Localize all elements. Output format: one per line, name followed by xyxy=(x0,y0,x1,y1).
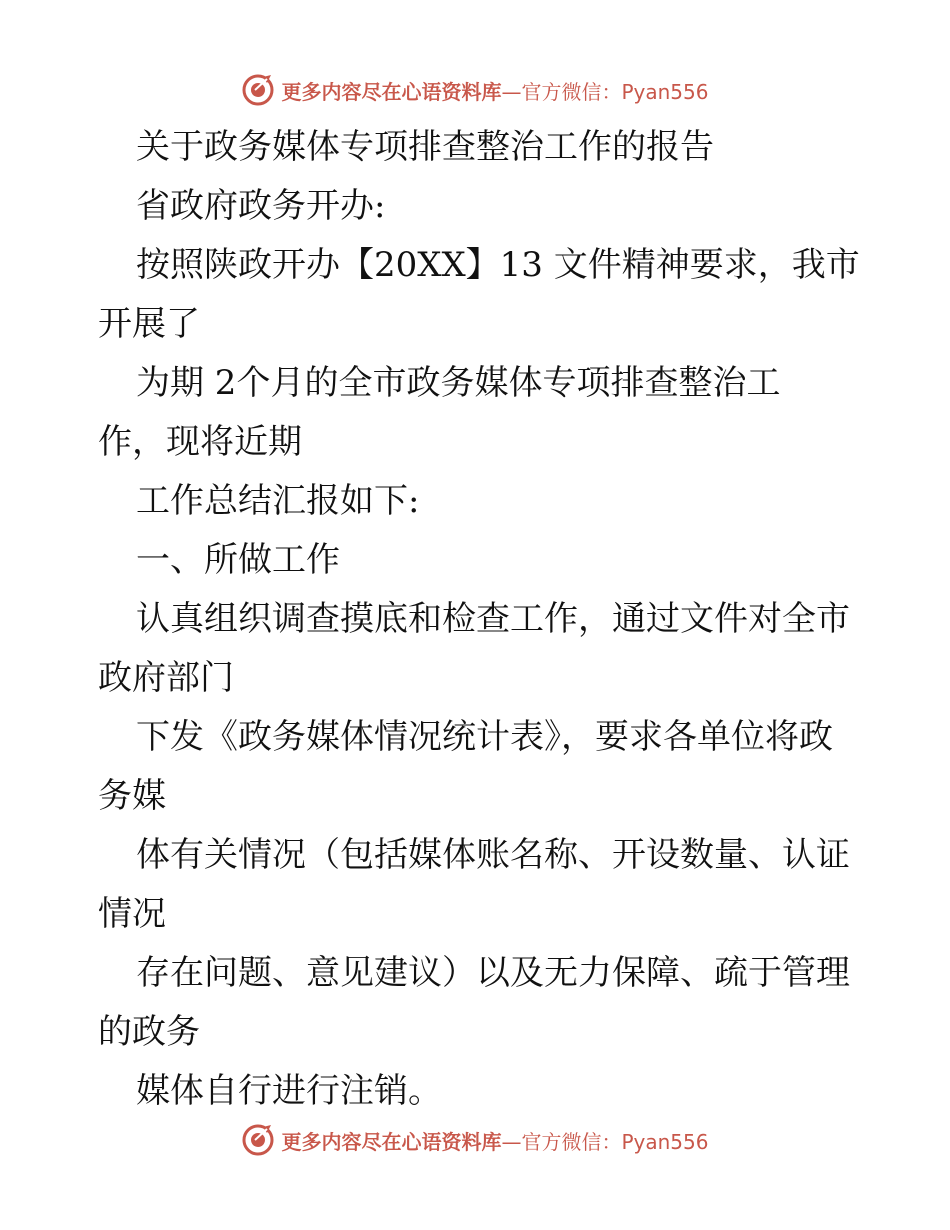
document-line: 媒体自行进行注销。 xyxy=(136,1071,442,1111)
document-line: 省政府政务开办: xyxy=(136,186,386,226)
document-line: 一、所做工作 xyxy=(136,540,340,580)
document-line: 开展了 xyxy=(98,304,200,344)
pen-seal-icon xyxy=(241,1123,275,1157)
watermark-site: 更多内容尽在心语资料库 xyxy=(281,79,502,104)
document-line: 认真组织调查摸底和检查工作，通过文件对全市 xyxy=(136,599,850,639)
watermark-wechat: 官方微信：Pyan556 xyxy=(521,79,709,104)
watermark-header xyxy=(0,70,950,110)
watermark-text xyxy=(281,1126,708,1155)
document-line: 的政务 xyxy=(98,1012,200,1052)
document-line: 为期 2个月的全市政务媒体专项排查整治工 xyxy=(136,363,781,403)
watermark-dash: — xyxy=(501,1129,522,1154)
watermark-wechat: 官方微信：Pyan556 xyxy=(521,1129,709,1154)
document-line: 政府部门 xyxy=(98,658,234,698)
document-line: 关于政务媒体专项排查整治工作的报告 xyxy=(136,127,714,167)
pen-seal-icon xyxy=(241,73,275,107)
watermark-footer xyxy=(0,1120,950,1160)
document-line: 情况 xyxy=(98,894,166,934)
document-line: 工作总结汇报如下: xyxy=(136,481,420,521)
document-line: 下发《政务媒体情况统计表》，要求各单位将政 xyxy=(136,717,833,757)
document-line: 务媒 xyxy=(98,776,166,816)
watermark-dash: — xyxy=(501,79,522,104)
watermark-site: 更多内容尽在心语资料库 xyxy=(281,1129,502,1154)
document-line: 作，现将近期 xyxy=(98,422,302,462)
document-line: 按照陕政开办【20XX】13 文件精神要求，我市 xyxy=(136,245,860,285)
watermark-text xyxy=(281,76,708,105)
document-line: 体有关情况（包括媒体账名称、开设数量、认证 xyxy=(136,835,850,875)
document-line: 存在问题、意见建议）以及无力保障、疏于管理 xyxy=(136,953,850,993)
document-body xyxy=(98,118,858,1121)
